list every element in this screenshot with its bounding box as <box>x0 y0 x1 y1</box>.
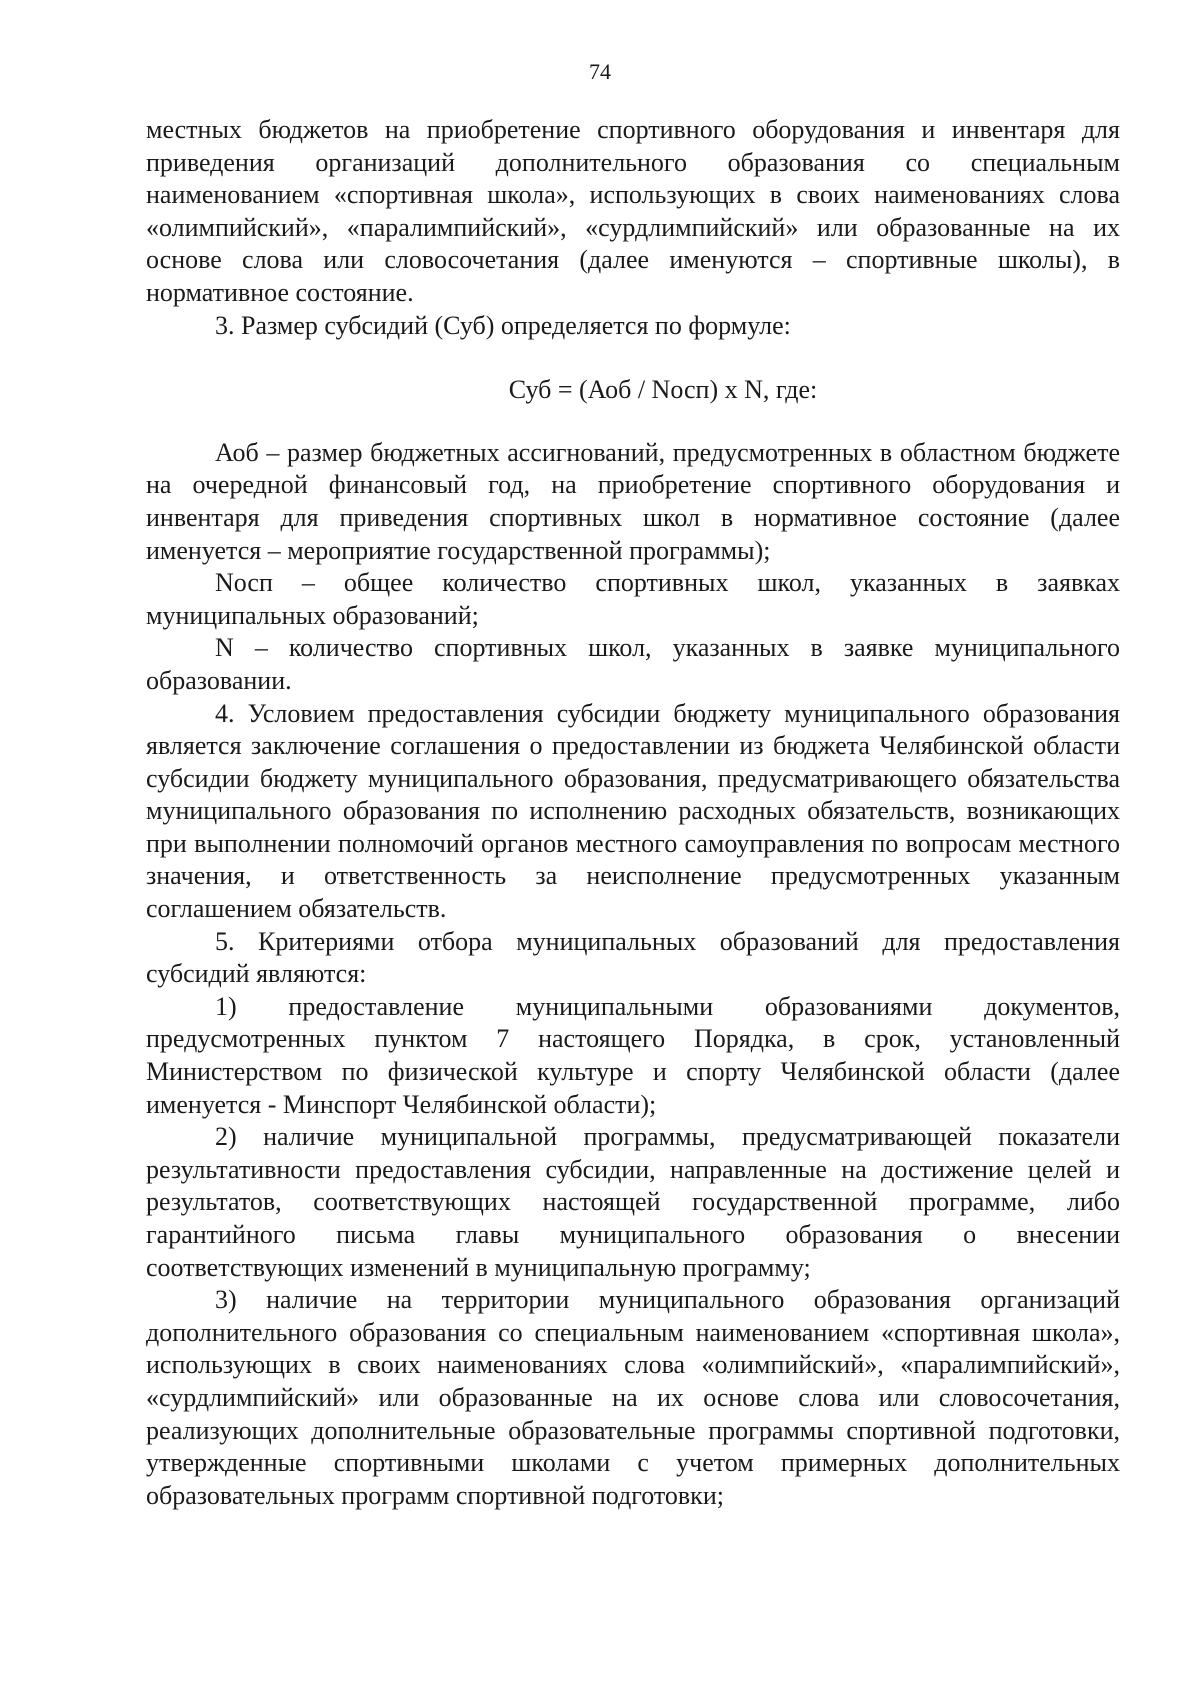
paragraph-aob-definition: Аоб – размер бюджетных ассигнований, предусмотренных в областном бюджете на очередной финансовый год, на приобретение спортивного оборудования и инвентаря для приведения спортивных школ в нормативное состояние (далее именуется – мероприятие государственной программы); <box>146 437 1120 565</box>
paragraph-criterion-3: 3) наличие на территории муниципального образования организаций дополнительного образования со специальным наименованием «спортивная школа», использующих в своих наименованиях слова «олимпийский», «паралимпийский», «сурдлимпийский» или образованные на их основе слова или словосочетания, реализующих дополнительные образовательные программы спортивной подготовки, утвержденные спортивными школами с учетом примерных дополнительных образовательных программ спортивной подготовки; <box>146 1285 1120 1510</box>
paragraph-criterion-1: 1) предоставление муниципальными образованиями документов, предусмотренных пунктом 7 настоящего Порядка, в срок, установленный Министерством по физической культуре и спорту Челябинской области (далее именуется - Минспорт Челябинской области); <box>146 991 1120 1119</box>
subsidy-formula: Суб = (Аоб / Nосп) x N, где: <box>508 375 818 405</box>
paragraph-continuation: местных бюджетов на приобретение спортивного оборудования и инвентаря для приведения организаций дополнительного образования со специальным наименованием «спортивная школа», использующих в своих наименованиях слова «олимпийский», «паралимпийский», «сурдлимпийский» или образованные на их основе слова или словосочетания (далее именуются – спортивные школы), в нормативное состояние. <box>146 115 1120 307</box>
paragraph-item-5: 5. Критериями отбора муниципальных образований для предоставления субсидий являются: <box>146 926 1120 989</box>
paragraph-n-definition: N – количество спортивных школ, указанных в заявке муниципального образовании. <box>146 633 1120 695</box>
paragraph-criterion-2: 2) наличие муниципальной программы, предусматривающей показатели результативности предоставления субсидии, направленные на достижение целей и результатов, соответствующих настоящей государственной программе, либо гарантийного письма главы муниципального образования о внесении соответствующих изменений в муниципальную программу; <box>146 1122 1120 1282</box>
page-number: 74 <box>589 59 611 84</box>
paragraph-item-4: 4. Условием предоставления субсидии бюджету муниципального образования является заключение соглашения о предоставлении из бюджета Челябинской области субсидии бюджету муниципального образования, предусматривающего обязательства муниципального образования по исполнению расходных обязательств, возникающих при выполнении полномочий органов местного самоуправления по вопросам местного значения, и ответственность за неисполнение предусмотренных указанным соглашением обязательств. <box>146 698 1120 924</box>
paragraph-item-3: 3. Размер субсидий (Суб) определяется по формуле: <box>215 310 791 340</box>
paragraph-nosp-definition: Nосп – общее количество спортивных школ, указанных в заявках муниципальных образований; <box>146 568 1120 630</box>
document-body <box>146 114 1120 1512</box>
